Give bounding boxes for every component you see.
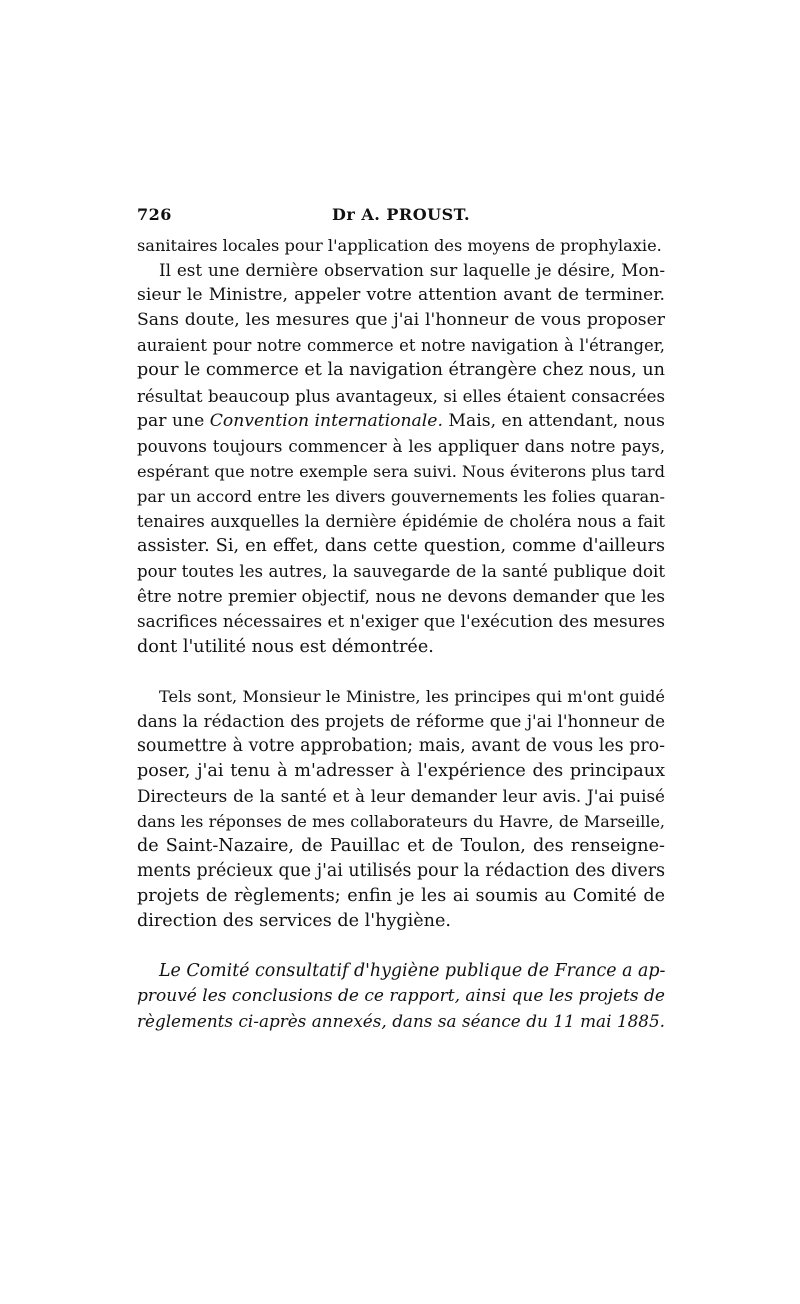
emphasis-convention: Convention internationale.	[209, 410, 443, 431]
text-line: pour le commerce et la navigation étrangère chez nous, un	[137, 360, 665, 381]
text-line: être notre premier objectif, nous ne devons demander que les	[137, 586, 665, 607]
text-line: poser, j'ai tenu à m'adresser à l'expérience des principaux	[137, 760, 665, 781]
text-line	[137, 409, 665, 434]
running-head	[137, 205, 665, 233]
paragraph-observation	[137, 258, 665, 660]
text-line: direction des services de l'hygiène.	[137, 911, 452, 932]
text-line: règlements ci-après annexés, dans sa séance du 11 mai 1885.	[137, 1010, 665, 1031]
running-title: Dr A. PROUST.	[331, 205, 471, 224]
text-line: dont l'utilité nous est démontrée.	[137, 636, 434, 657]
text-line: tenaires auxquelles la dernière épidémie de choléra nous a fait	[137, 512, 665, 532]
text-line: dans les réponses de mes collaborateurs du Havre, de Marseille,	[137, 812, 665, 832]
text-line: par un accord entre les divers gouvernements les folies quaran-	[137, 486, 665, 506]
text-line: assister. Si, en effet, dans cette question, comme d'ailleurs	[137, 536, 665, 557]
book-page	[137, 205, 665, 1034]
text-line: soumettre à votre approbation; mais, avant de vous les pro-	[137, 735, 665, 756]
text-line: dans la rédaction des projets de réforme que j'ai l'honneur de	[137, 710, 665, 731]
text-line: de Saint-Nazaire, de Pauillac et de Toulon, des renseigne-	[137, 836, 665, 857]
body-text	[137, 233, 665, 1034]
text-line: auraient pour notre commerce et notre navigation à l'étranger,	[137, 336, 665, 356]
text-line: Sans doute, les mesures que j'ai l'honneur de vous proposer	[137, 310, 665, 331]
text-line: espérant que notre exemple sera suivi. Nous éviterons plus tard	[137, 461, 665, 481]
text-line: résultat beaucoup plus avantageux, si elles étaient consacrées	[137, 386, 665, 406]
text-line: ments précieux que j'ai utilisés pour la rédaction des divers	[137, 861, 665, 882]
text-line: Directeurs de la santé et à leur demander leur avis. J'ai puisé	[137, 785, 665, 806]
text-line: pouvons toujours commencer à les appliquer dans notre pays,	[137, 436, 665, 456]
paragraph-gap	[137, 935, 665, 959]
text-segment: par une	[137, 410, 205, 431]
text-line: sanitaires locales pour l'application des moyens de prophylaxie.	[137, 236, 662, 255]
text-line: prouvé les conclusions de ce rapport, ainsi que les projets de	[137, 985, 665, 1006]
text-line: Tels sont, Monsieur le Ministre, les principes qui m'ont guidé	[159, 686, 665, 706]
paragraph-gap	[137, 660, 665, 684]
paragraph-continued	[137, 233, 665, 258]
text-line: Il est une dernière observation sur laquelle je désire, Mon-	[159, 260, 665, 281]
text-line: sieur le Ministre, appeler votre attention avant de terminer.	[137, 285, 665, 306]
text-segment: Mais, en attendant, nous	[448, 410, 666, 431]
page-number: 726	[137, 205, 172, 224]
paragraph-principles	[137, 684, 665, 935]
text-line: pour toutes les autres, la sauvegarde de la santé publique doit	[137, 562, 665, 582]
text-line: projets de règlements; enfin je les ai soumis au Comité de	[137, 886, 665, 907]
paragraph-conclusion	[137, 959, 665, 1034]
text-line: sacrifices nécessaires et n'exiger que l'exécution des mesures	[137, 611, 665, 632]
text-line: Le Comité consultatif d'hygiène publique de France a ap-	[159, 960, 666, 981]
